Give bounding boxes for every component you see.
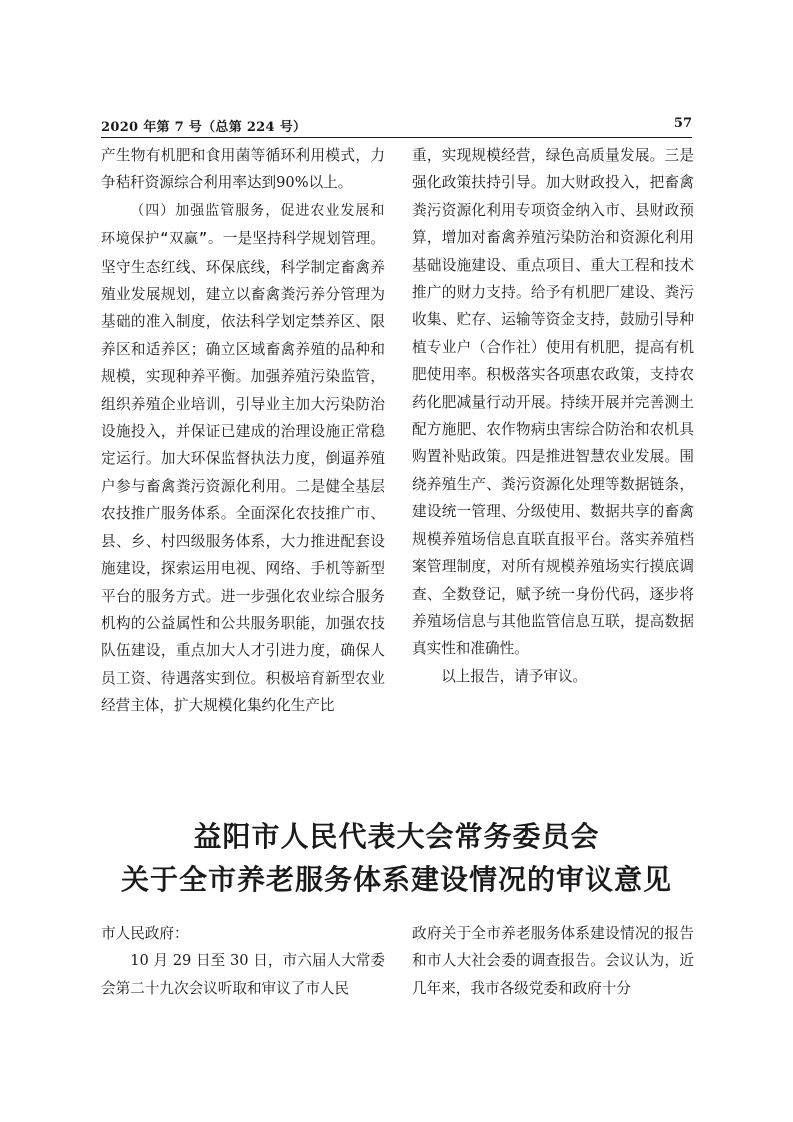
article1-left-paragraph-2	[101, 197, 385, 720]
article2-left-paragraph-1: 10 月 29 日至 30 日，市六届人大常委会第二十九次会议听取和审议了市人民	[101, 952, 385, 997]
salutation: 市人民政府：	[101, 925, 189, 942]
article1-right-column	[412, 142, 694, 690]
header-rule	[101, 137, 692, 138]
article1-left-column	[101, 142, 385, 720]
page-number: 57	[673, 116, 692, 131]
article1-right-paragraph-1: 重，实现规模经营，绿色高质量发展。三是强化政策扶持引导。加大财政投入，把畜禽粪污资源化利用专项资金纳入市、县财政预算，增加对畜禽养殖污染防治和资源化利用基础设施建设、重点项目、重大工程和技术推广的财力支持。给予有机肥厂建设、粪污收集、贮存、运输等资金支持，鼓励引导种植专业户（合作社）使用有机肥，提高有机肥使用率。积极落实各项惠农政策，支持农药化肥减量行动开展。持续开展并完善测土配方施肥、农作物病虫害综合防治和农机具购置补贴政策。四是推进智慧农业发展。围绕养殖生产、粪污资源化处理等数据链条，建设统一管理、分级使用、数据共享的畜禽规模养殖场信息直联直报平台。落实养殖档案管理制度，对所有规模养殖场实行摸底调查、全数登记，赋予统一身份代码，逐步将养殖场信息与其他监管信息互联，提高数据真实性和准确性。	[412, 147, 694, 658]
article2-title-line-2: 关于全市养老服务体系建设情况的审议意见	[120, 863, 672, 896]
section-heading: （四）加强监管服务，促进农业发展和环境保护“双赢”。	[101, 202, 385, 248]
closing-line: 以上报告，请予审议。	[441, 667, 588, 685]
issue-label: 2020 年第 7 号（总第 224 号）	[101, 120, 307, 135]
article2-title-line-1: 益阳市人民代表大会常务委员会	[193, 820, 600, 853]
section-body: 一是坚持科学规划管理。坚守生态红线、环保底线，科学制定畜禽养殖业发展规划，建立以畜禽粪污养分管理为基础的准入制度，依法科学划定禁养区、限养区和适养区；确立区域畜禽养殖的品种和规模，实现种养平衡。加强养殖污染监管，组织养殖企业培训，引导业主加大污染防治设施投入，并保证已建成的治理设施正常稳定运行。加大环保监督执法力度，倒逼养殖户参与畜禽粪污资源化利用。二是健全基层农技推广服务体系。全面深化农技推广市、县、乡、村四级服务体系，大力推进配套设施建设，探索运用电视、网络、手机等新型平台的服务方式。进一步强化农业综合服务机构的公益属性和公共服务职能，加强农技队伍建设，重点加大人才引进力度，确保人员工资、待遇落实到位。积极培育新型农业经营主体，扩大规模化集约化生产比	[101, 230, 385, 715]
article2-right-column	[412, 920, 694, 1002]
article1-left-paragraph-1: 产生物有机肥和食用菌等循环利用模式，力争秸秆资源综合利用率达到90%以上。	[101, 147, 385, 192]
page-header	[101, 116, 692, 136]
article2-right-paragraph-1: 政府关于全市养老服务体系建设情况的报告和市人大社会委的调查报告。会议认为，近几年来，我市各级党委和政府十分	[412, 925, 694, 997]
article2-left-column	[101, 920, 385, 1002]
